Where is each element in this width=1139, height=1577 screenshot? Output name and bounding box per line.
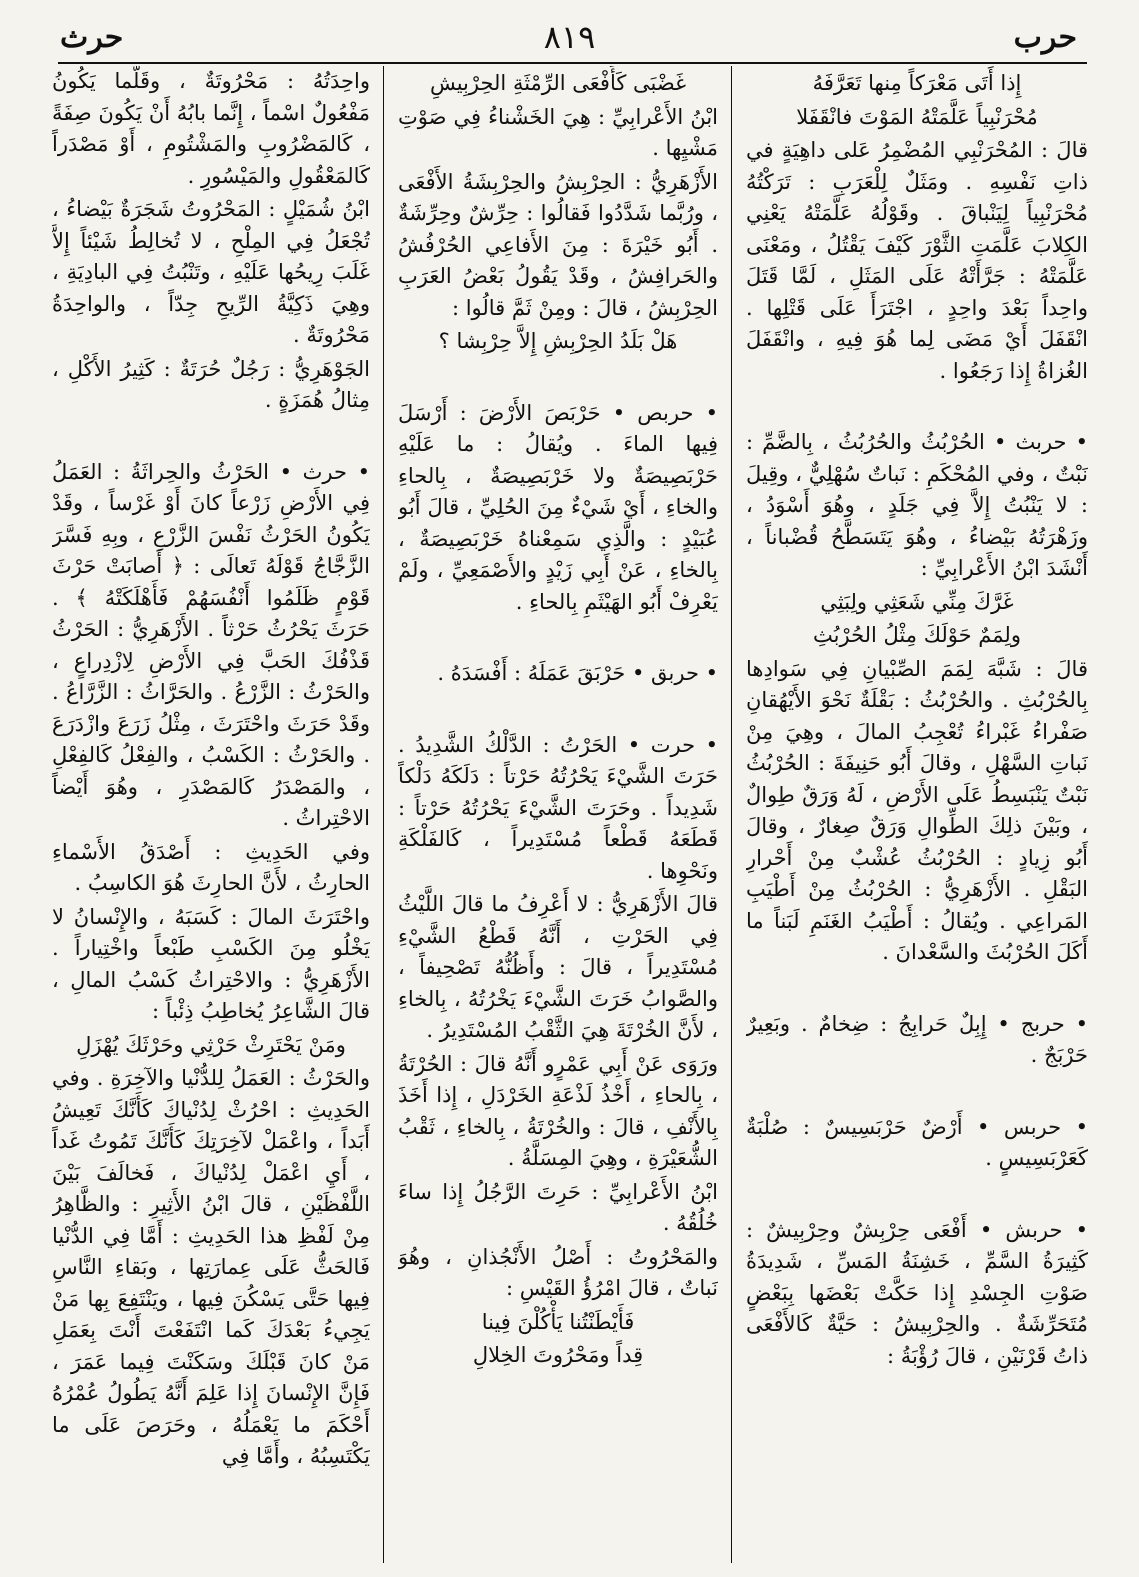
entry-separator (398, 360, 718, 398)
page-number: ٨١٩ (543, 18, 596, 56)
entry-separator (398, 692, 718, 730)
running-head-left: حرث (60, 20, 124, 55)
entry-paragraph: • حربث • الحُرْبُثُ والحُرُبُثُ ، بِالضَّمِّ : نَبْتٌ ، وفي المُحْكَمِ : نَباتٌ سُهْلِيٌّ ، وقِيلَ : لا يَنْبُتُ إِلاَّ فِي جَلَدٍ ، وهُوَ أَسْوَدُ ، وزَهْرَتُهُ بَيْضاءُ ، وهُوَ يَتَسَطَّحُ قُضْباناً ، أَنْشَدَ ابْنُ الأَعْرابِيِّ : (746, 430, 1088, 580)
entry-paragraph: • حربص • حَرْبَصَ الأَرْضَ : أَرْسَلَ فِيها الماءَ . ويُقالُ : ما عَلَيْهِ حَرْبَصِيصَةٌ ولا خَرْبَصِيصَةٌ ، بِالحاءِ والخاءِ ، أَيْ شَيْءٌ مِنَ الحُلِيِّ ، قالَ أَبُو عُبَيْدٍ : والَّذِي سَمِعْناهُ خَرْبَصِيصَةٌ ، بِالخاءِ ، عَنْ أَبِي زَيْدٍ والأَصْمَعِيِّ ، ولَمْ يَعْرِفْ أَبُو الهَيْثَمِ بِالحاءِ . (398, 400, 718, 614)
entry-paragraph: • حربق • حَرْبَقَ عَمَلَهُ : أَفْسَدَهُ . (437, 661, 718, 685)
entry-paragraph: ابْنُ الأَعْرابِيِّ : هِيَ الخَشْناءُ فِي صَوْتِ مَشْيِها . (398, 104, 718, 160)
column-middle (398, 66, 718, 1563)
entry-separator (746, 971, 1088, 1009)
column-divider (731, 66, 732, 1563)
entry-paragraph: وفي الحَدِيثِ : أَصْدَقُ الأَسْماءِ الحارِثُ ، لأَنَّ الحارِثَ هُوَ الكاسِبُ . (52, 839, 370, 895)
column-divider (383, 66, 384, 1563)
entry-paragraph: • حرت • الحَرْتُ : الدَّلْكُ الشَّدِيدُ . حَرَتَ الشَّيْءَ يَحْرُتُهُ حَرْتاً : دَلَكَهُ دَلْكاً شَدِيداً . وحَرَتَ الشَّيْءَ يَحْرُتُهُ حَرْتاً : قَطَعَهُ قَطْعاً مُسْتَدِيراً ، كَالفَلْكَةِ ونَحْوِها . (398, 732, 718, 883)
entry-paragraph: قالَ الأَزْهَرِيُّ : لا أَعْرِفُ ما قالَ اللَّيْثُ فِي الحَرْتِ ، أَنَّهُ قَطْعُ الشَّيْءِ مُسْتَدِيراً ، قالَ : وأَظُنُّهُ تَصْحِيفاً ، والصَّوابُ خَرَتَ الشَّيْءَ يَخْرُتُهُ ، بِالخاءِ ، لأَنَّ الخُرْتَةَ هِيَ الثَّقْبُ المُسْتَدِيرُ . (398, 892, 718, 1042)
entry-paragraph: قالَ : المُحْرَنْبِي المُضْمِرُ عَلى داهِيَةٍ في ذاتِ نَفْسِهِ . ومَثَلٌ لِلْعَرَبِ : تَرَكْتُهُ مُحْرَنْبِياً لِيَنْباقَ . وقَوْلُهُ عَلَّمَتْهُ يَعْنِي الكِلابَ عَلَّمَتِ الثَّوْرَ كَيْفَ يَقْتُلُ ، ومَعْنَى عَلَّمَتْهُ : جَرَّأَتْهُ عَلَى المَثَلِ ، لَمَّا قَتَلَ واحِداً بَعْدَ واحِدٍ ، اجْتَرَأَ عَلَى قَتْلِها . انْقَفَلَ أَيْ مَضَى لِما هُوَ فِيهِ ، وانْقَفَلَ الغُزاةُ إِذا رَجَعُوا . (746, 138, 1088, 383)
entry-paragraph: ابْنُ شُمَيْلٍ : المَحْرُوتُ شَجَرَةٌ بَيْضاءُ ، تُجْعَلُ فِي المِلْحِ ، لا تُخالِطُ شَيْئاً إِلاَّ غَلَبَ رِيحُها عَلَيْهِ ، وتَنْبُتُ فِي البادِيَةِ ، وهِيَ ذَكِيَّةُ الرِّيحِ جِدّاً ، والواحِدَةُ مَحْرُوتَةٌ . (52, 197, 370, 347)
entry-paragraph: ابْنُ الأَعْرابِيِّ : حَرِتَ الرَّجُلُ إِذا ساءَ خُلُقُهُ . (398, 1179, 718, 1235)
entry-paragraph: والحَرْثُ : العَمَلُ لِلدُّنْيا والآخِرَةِ . وفي الحَدِيثِ : احْرُثْ لِدُنْياكَ كَأَنَّكَ تَعِيشُ أَبَداً ، واعْمَلْ لآخِرَتِكَ كَأَنَّكَ تَمُوتُ غَداً ، أَيِ اعْمَلْ لِدُنْياكَ ، فَخالَفَ بَيْنَ اللَّفْظَيْنِ ، قالَ ابْنُ الأَثِيرِ : والظَّاهِرُ مِنْ لَفْظِ هذا الحَدِيثِ : أَمَّا فِي الدُّنْيا فَالحَثُّ عَلَى عِمارَتِها ، وبَقاءِ النَّاسِ فِيها حَتَّى يَسْكُنَ فِيها ، ويَنْتَفِعَ بِها مَنْ يَجِيءُ بَعْدَكَ كَما انْتَفَعْتَ أَنْتَ بِعَمَلِ مَنْ كانَ قَبْلَكَ وسَكَنْتَ فِيما عَمَرَ ، فَإِنَّ الإِنْسانَ إِذا عَلِمَ أَنَّهُ يَطُولُ عُمْرُهُ أَحْكَمَ ما يَعْمَلُهُ ، وحَرَصَ عَلَى ما يَكْتَسِبُهُ ، وأَمَّا فِي (52, 1066, 370, 1468)
entry-paragraph: الأَزْهَرِيُّ : الحِرْبِشُ والحِرْبِشَةُ الأَفْعَى ، ورُبَّما شَدَّدُوا فَقالُوا : حِرِّشٌ وحِرِّشَةٌ . أَبُو خَيْرَةَ : مِنَ الأَفاعِي الحُرْفُشُ والحَرافِشُ ، وقَدْ يَقُولُ بَعْضُ العَرَبِ الحِرْبِشُ ، قالَ : ومِنْ ثَمَّ قالُوا : (398, 169, 718, 320)
verse-line: هَلْ بَلَدُ الحِرْبِشِ إِلاَّ حِرْبِشا ؟ (438, 329, 678, 353)
running-head-right: حرب (1013, 20, 1077, 55)
entry-separator (746, 389, 1088, 427)
entry-paragraph: • حربس • أَرْضٌ حَرْبَسِيسٌ : صُلْبَةٌ كَعَرْبَسِيسٍ . (746, 1114, 1088, 1170)
column-left (52, 66, 370, 1563)
entry-paragraph: • حربج • إِبِلٌ حَرابِجُ : ضِخامٌ . وبَعِيرٌ حَرْبَجٌ . (746, 1011, 1088, 1067)
entry-separator (52, 419, 370, 457)
column-right (746, 66, 1088, 1563)
entry-separator (398, 620, 718, 658)
entry-paragraph: واحْتَرَثَ المالَ : كَسَبَهُ ، والإِنْسانُ لا يَخْلُو مِنَ الكَسْبِ طَبْعاً واخْتِياراً . الأَزْهَرِيُّ : والاحْتِراثُ كَسْبُ المالِ ، قالَ الشَّاعِرُ يُخاطِبُ ذِئْباً : (52, 904, 370, 1023)
verse-line: ومَنْ يَحْتَرِثْ حَرْثِي وحَرْثَكَ يُهْزَلِ (76, 1032, 346, 1057)
entry-paragraph: ورَوَى عَنْ أَبِي عَمْرٍو أَنَّهُ قالَ : الحُرْتَةُ ، بِالحاءِ ، أَخْذُ لَذْعَةِ الخَرْدَلِ ، إِذا أَخَذَ بِالأَنْفِ ، قالَ : والخُرْتَةُ ، بِالخاءِ ، ثَقْبُ الشُّعَيْرَةِ ، وهِيَ المِسَلَّةُ . (398, 1051, 718, 1170)
header-rule (58, 62, 1087, 64)
verse-line: قِداً ومَحْرُوتَ الخِلالِ (472, 1343, 644, 1367)
verse-line: غَضْبَى كَأَفْعَى الرِّمْثَةِ الحِرْبِيشِ (429, 71, 687, 95)
entry-separator (746, 1177, 1088, 1215)
entry-paragraph: • حرث • الحَرْثُ والحِراثَةُ : العَمَلُ فِي الأَرْضِ زَرْعاً كانَ أَوْ غَرْساً ، وقَدْ يَكُونُ الحَرْثُ نَفْسَ الزَّرْعِ ، وبِهِ فَسَّرَ الزَّجَّاجُ قَوْلَهُ تَعالَى : ﴿ أَصابَتْ حَرْثَ قَوْمٍ ظَلَمُوا أَنْفُسَهُمْ فَأَهْلَكَتْهُ ﴾ . حَرَثَ يَحْرُثُ حَرْثاً . الأَزْهَرِيُّ : الحَرْثُ قَذْفُكَ الحَبَّ فِي الأَرْضِ لِازْدِراعٍ ، والحَرْثُ : الزَّرْعُ . والحَرَّاثُ : الزَّرَّاعُ . وقَدْ حَرَثَ واحْتَرَثَ ، مِثْلُ زَرَعَ وازْدَرَعَ . والحَرْثُ : الكَسْبُ ، والفِعْلُ كَالفِعْلِ ، والمَصْدَرُ كَالمَصْدَرِ ، وهُوَ أَيْضاً الاحْتِراثُ . (52, 459, 370, 830)
entry-paragraph: واحِدَتُهُ : مَحْرُوتَةٌ ، وقَلَّما يَكُونُ مَفْعُولٌ اسْماً ، إِنَّما بابُهُ أَنْ يَكُونَ صِفَةً ، كَالمَضْرُوبِ والمَشْتُومِ ، أَوْ مَصْدَراً كَالمَعْقُولِ والمَيْسُورِ . (52, 69, 370, 188)
entry-paragraph: قالَ : شَبَّهَ لِمَمَ الصِّبْيانِ فِي سَوادِها بِالحُرْبُثِ . والحُرْبُثُ : بَقْلَةٌ نَحْوَ الأَيْهُقانِ صَفْراءُ غَبْراءُ تُعْجِبُ المالَ ، وهِيَ مِنْ نَباتِ السَّهْلِ ، وقالَ أَبُو حَنِيفَةَ : الحُرْبُثُ نَبْتٌ يَنْبَسِطُ عَلَى الأَرْضِ ، لَهُ وَرَقٌ طِوالٌ ، وبَيْنَ ذلِكَ الطِّوالِ وَرَقٌ صِغارٌ ، وقالَ أَبُو زِيادٍ : الحُرْبُثُ عُشْبٌ مِنْ أَحْرارِ البَقْلِ . الأَزْهَرِيُّ : الحُرْبُثُ مِنْ أَطْيَبِ المَراعِي . ويُقالُ : أَطْيَبُ الغَنَمِ لَبَناً ما أَكَلَ الحُرْبُثَ والسَّعْدانَ . (746, 656, 1088, 964)
verse-line: فَأَيْطَنْتُنا يَأْكُلْنَ فِينا (481, 1309, 635, 1334)
entry-paragraph: والمَحْرُوتُ : أَصْلُ الأَنْجُذانِ ، وهُوَ نَباتٌ ، قالَ امْرُؤُ القَيْسِ : (398, 1244, 718, 1300)
verse-line: ولِمَمٌ حَوْلَكَ مِثْلُ الحُرْبُثِ (813, 623, 1021, 647)
entry-paragraph: الجَوْهَرِيُّ : رَجُلٌ حُرَتَةٌ : كَثِيرُ الأَكْلِ ، مِثالُ هُمَزَةٍ . (52, 356, 370, 412)
verse-line: إِذا أَتَى مَعْرَكاً مِنها تَعَرَّفَهُ (812, 71, 1022, 95)
verse-line: غَرَّكَ مِنِّي شَعَثِي ولِبَثِي (820, 589, 1014, 614)
verse-line: مُحْرَنْبِياً عَلَّمَتْهُ المَوْتَ فانْقَفَلا (796, 104, 1038, 129)
entry-paragraph: • حربش • أَفْعَى حِرْبِشٌ وحِرْبِيشٌ : كَثِيرَةُ السَّمِّ ، خَشِنَةُ المَسِّ ، شَدِيدَةُ صَوْتِ الجِسْدِ إِذا حَكَّتْ بَعْضَها بِبَعْضٍ مُتَحَرِّشَةٌ . والحِرْبِيشُ : حَيَّةٌ كَالأَفْعَى ذاتُ قَرْنَيْنِ ، قالَ رُؤْبَةُ : (746, 1217, 1088, 1368)
entry-separator (746, 1074, 1088, 1112)
